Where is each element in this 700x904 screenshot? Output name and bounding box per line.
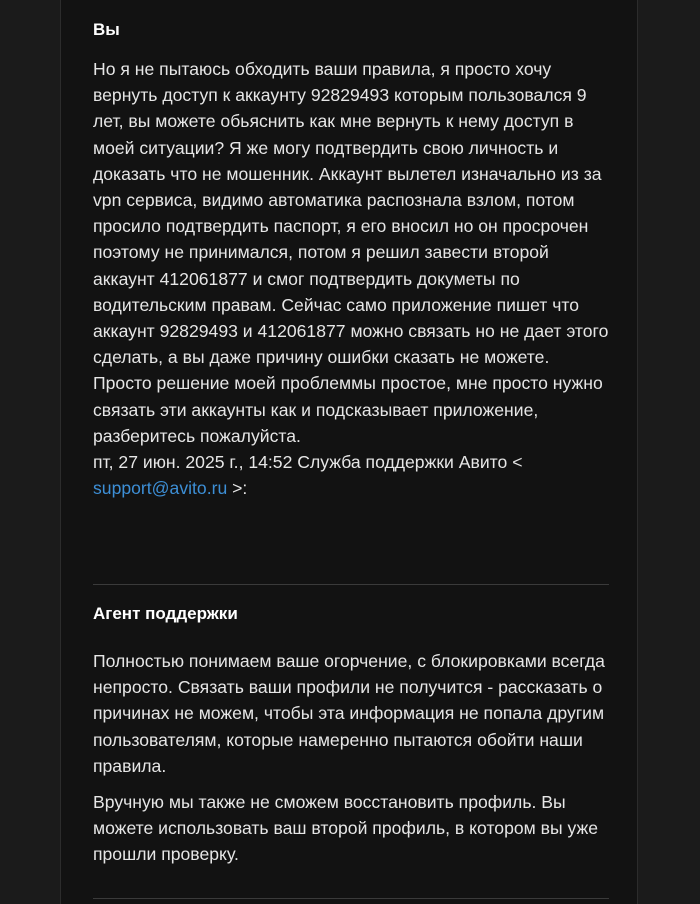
agent-message-body-block xyxy=(93,648,609,868)
message-card xyxy=(60,0,638,904)
quote-header-tail: >: xyxy=(232,478,248,499)
quoted-reply-header xyxy=(93,449,609,501)
agent-message xyxy=(93,604,609,624)
user-message-body-block xyxy=(93,56,609,501)
agent-message-paragraph-2: Вручную мы также не сможем восстановить профиль. Вы можете использовать ваш второй профиль, в котором вы уже прошли проверку. xyxy=(93,792,599,865)
support-email-link[interactable]: support@avito.ru xyxy=(93,478,228,499)
user-message-body: Но я не пытаюсь обходить ваши правила, я просто хочу вернуть доступ к аккаунту 92829493 которым пользовался 9 лет, вы можете обьяснить как мне вернуть к нему доступ в моей ситуации? Я же могу подтвердить свою личность и доказать что не мошенник. Аккаунт вылетел изначально из за vpn сервиса, видимо автоматика распознала взлом, потом просило подтвердить паспорт, я его вносил но он просрочен поэтому не принимался, потом я решил завести второй аккаунт 412061877 и смог подтвердить докуметы по водительским правам. Сейчас само приложение пишет что аккаунт 92829493 и 412061877 можно связать но не дает этого сделать, а вы даже причину ошибки сказать не можете. Просто решение моей проблеммы простое, мне просто нужно связать эти аккаунты как и подсказывает приложение, разберитесь пожалуйста. xyxy=(93,59,609,446)
message-author-agent: Агент поддержки xyxy=(93,604,238,623)
agent-message-paragraph-1: Полностью понимаем ваше огорчение, с блокировками всегда непросто. Связать ваши профили не получится - рассказать о причинах не можем, чтобы эта информация не попала другим пользователям, которые намеренно пытаются обойти наши правила. xyxy=(93,651,605,776)
message-author-user: Вы xyxy=(93,20,120,39)
message-divider xyxy=(93,584,609,585)
user-message xyxy=(93,20,609,40)
quote-header-text: пт, 27 июн. 2025 г., 14:52 Служба поддержки Авито < xyxy=(93,452,523,473)
message-divider-bottom xyxy=(93,898,609,899)
